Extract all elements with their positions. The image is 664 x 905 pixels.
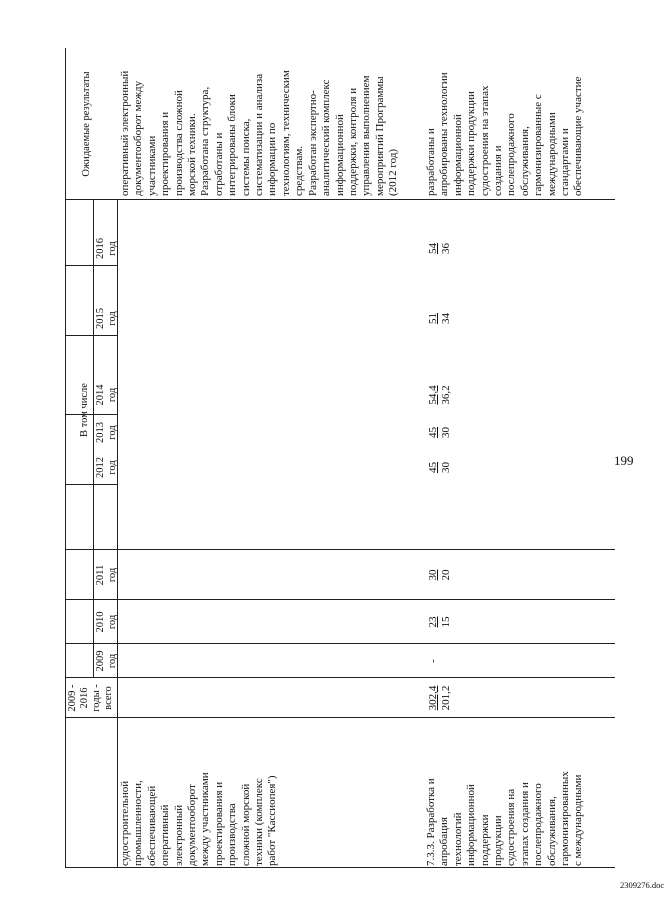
page-number: 199 bbox=[614, 453, 634, 468]
rotated-table bbox=[65, 48, 615, 868]
header-year-2010: 2010 год bbox=[95, 611, 118, 633]
row2-2010: 23 15 bbox=[427, 616, 452, 628]
table-border-top bbox=[65, 48, 66, 868]
subheader-line bbox=[93, 200, 94, 678]
column-divider bbox=[65, 549, 615, 550]
column-divider bbox=[65, 643, 615, 644]
row2-2015: 51 34 bbox=[427, 313, 452, 324]
header-year-2016: 2016 год bbox=[95, 238, 118, 259]
row2-name: 7.3.3. Разработка и апробация технологий информационной поддержки продукции судостроения на этапах создания и послепродажного обслуживания, гармонизированных с международными bbox=[425, 771, 585, 866]
row2-2012: 45 30 bbox=[427, 462, 452, 473]
row2-2013: 45 30 bbox=[427, 427, 452, 438]
header-total: 2009 - 2016 годы - всего bbox=[67, 684, 114, 712]
row2-2014: 54,4 36,2 bbox=[427, 385, 452, 405]
header-year-2013: 2013 год bbox=[95, 422, 118, 443]
row2-2011: 30 20 bbox=[427, 569, 452, 581]
row2-2016: 54 36 bbox=[427, 243, 452, 254]
column-divider bbox=[65, 599, 615, 600]
header-year-2015: 2015 год bbox=[95, 308, 118, 329]
header-year-2011: 2011 год bbox=[95, 564, 118, 586]
column-divider bbox=[65, 199, 615, 200]
table-border-left bbox=[65, 867, 615, 868]
column-divider bbox=[65, 717, 615, 718]
row2-results: разработаны и апробированы технологии информационной поддержки продукции судостроения на этапах создания и послепродажного обслуживания, гармонизированные с международными стандартами и обеспечивающие участие bbox=[425, 72, 585, 196]
row1-name: судостроительной промышленности, обеспечивающей оперативный электронный документооборот между участниками проектирования и производства сложной морской техники (комплекс работ "Кассиопея") bbox=[119, 772, 279, 866]
row2-2009: - bbox=[427, 659, 439, 663]
header-results: Ожидаемые результаты bbox=[81, 71, 92, 177]
header-in-total: В том числе bbox=[79, 383, 90, 437]
document-id: 2309276.doc bbox=[620, 880, 664, 890]
header-year-2009: 2009 год bbox=[95, 650, 118, 672]
header-year-2012: 2012 год bbox=[95, 457, 118, 478]
header-year-2014: 2014 год bbox=[95, 384, 118, 406]
row1-results: оперативный электронный документооборот между участниками проектирования и производства сложной морской техники. Разработана структура, отработаны и интегрированы блоки системы поиска, систематизации и анализа информации по технологиям, техническим средствам. Разработан экспертно- аналитический комплекс информационной поддержки, контроля и управления выполнением мероприятий Программы (2012 год) bbox=[119, 70, 400, 196]
row2-total: 302,4 201,2 bbox=[427, 685, 452, 711]
column-divider bbox=[65, 677, 615, 678]
